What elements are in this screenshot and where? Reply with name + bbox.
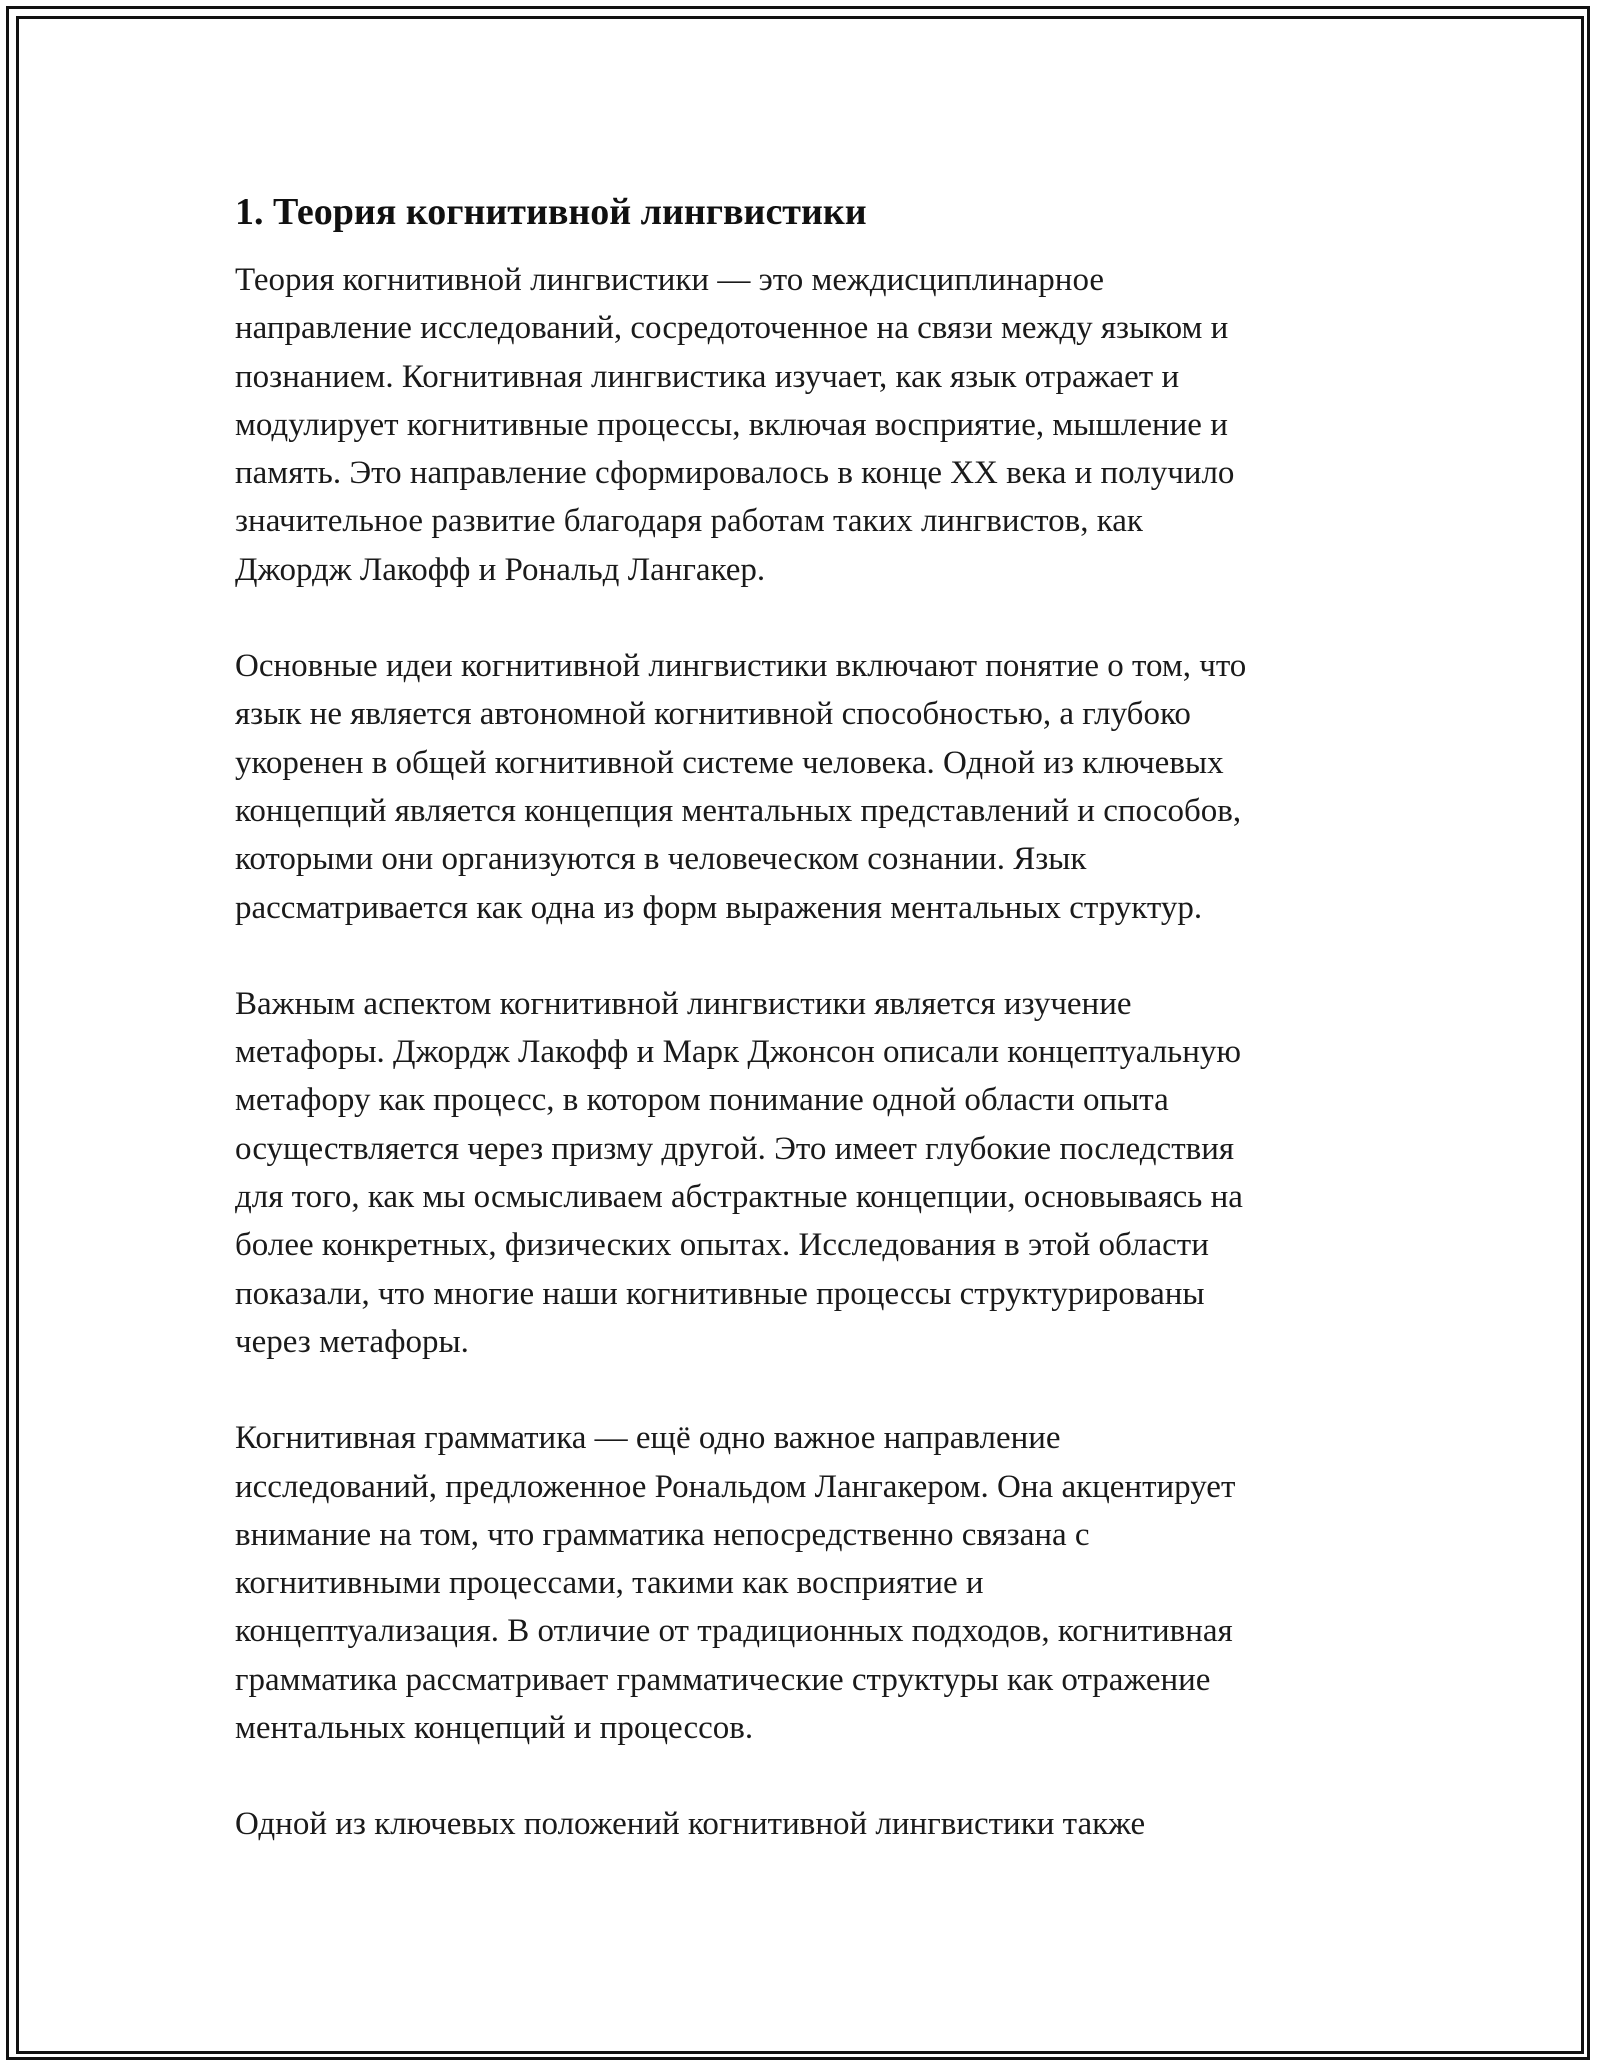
paragraph-key-positions xyxy=(235,1800,1385,1848)
text-line: язык не является автономной когнитивной способностью, а глубоко xyxy=(235,696,1191,733)
text-line: метафору как процесс, в котором понимание одной области опыта xyxy=(235,1082,1169,1119)
text-line: когнитивными процессами, такими как восприятие и xyxy=(235,1565,984,1602)
text-line: Теория когнитивной лингвистики — это междисциплинарное xyxy=(235,262,1105,298)
text-line: Важным аспектом когнитивной лингвистики является изучение xyxy=(235,985,1132,1022)
text-line: более конкретных, физических опытах. Исследования в этой области xyxy=(235,1227,1209,1264)
text-line: концептуализация. В отличие от традиционных подходов, когнитивная xyxy=(235,1613,1233,1650)
text-line: рассматривается как одна из форм выражения ментальных структур. xyxy=(235,889,1203,926)
text-line: ментальных концепций и процессов. xyxy=(235,1710,754,1747)
text-line: значительное развитие благодаря работам таких лингвистов, как xyxy=(235,503,1143,540)
text-line: показали, что многие наши когнитивные процессы структурированы xyxy=(235,1275,1205,1312)
text-line: осуществляется через призму другой. Это имеет глубокие последствия xyxy=(235,1130,1235,1167)
text-line: направление исследований, сосредоточенное на связи между языком и xyxy=(235,310,1229,347)
text-line: для того, как мы осмысливаем абстрактные концепции, основываясь на xyxy=(235,1179,1243,1216)
text-line: внимание на том, что грамматика непосредственно связана с xyxy=(235,1516,1090,1553)
text-line: Джордж Лакофф и Рональд Лангакер. xyxy=(235,551,766,588)
section-heading: 1. Теория когнитивной лингвистики xyxy=(235,191,867,233)
text-line: познанием. Когнитивная лингвистика изучает, как язык отражает и xyxy=(235,358,1180,395)
text-line: память. Это направление сформировалось в конце XX века и получило xyxy=(235,455,1235,492)
text-line: исследований, предложенное Рональдом Лангакером. Она акцентирует xyxy=(235,1468,1236,1505)
paragraph-main-ideas xyxy=(235,642,1385,932)
paragraph-intro xyxy=(235,256,1385,594)
document-body xyxy=(235,186,1385,1849)
paragraph-cognitive-grammar xyxy=(235,1414,1385,1752)
text-line: укоренен в общей когнитивной системе человека. Одной из ключевых xyxy=(235,744,1224,781)
text-line: через метафоры. xyxy=(235,1323,469,1360)
text-line: Одной из ключевых положений когнитивной лингвистики также xyxy=(235,1806,1146,1843)
text-line: метафоры. Джордж Лакофф и Марк Джонсон описали концептуальную xyxy=(235,1034,1242,1071)
text-line: Когнитивная грамматика — ещё одно важное направление xyxy=(235,1420,1061,1457)
text-line: модулирует когнитивные процессы, включая восприятие, мышление и xyxy=(235,406,1228,443)
text-line: концепций является концепция ментальных представлений и способов, xyxy=(235,792,1242,829)
paragraph-metaphor xyxy=(235,980,1385,1366)
text-line: которыми они организуются в человеческом сознании. Язык xyxy=(235,841,1087,878)
text-line: грамматика рассматривает грамматические структуры как отражение xyxy=(235,1661,1211,1698)
text-line: Основные идеи когнитивной лингвистики включают понятие о том, что xyxy=(235,648,1247,685)
